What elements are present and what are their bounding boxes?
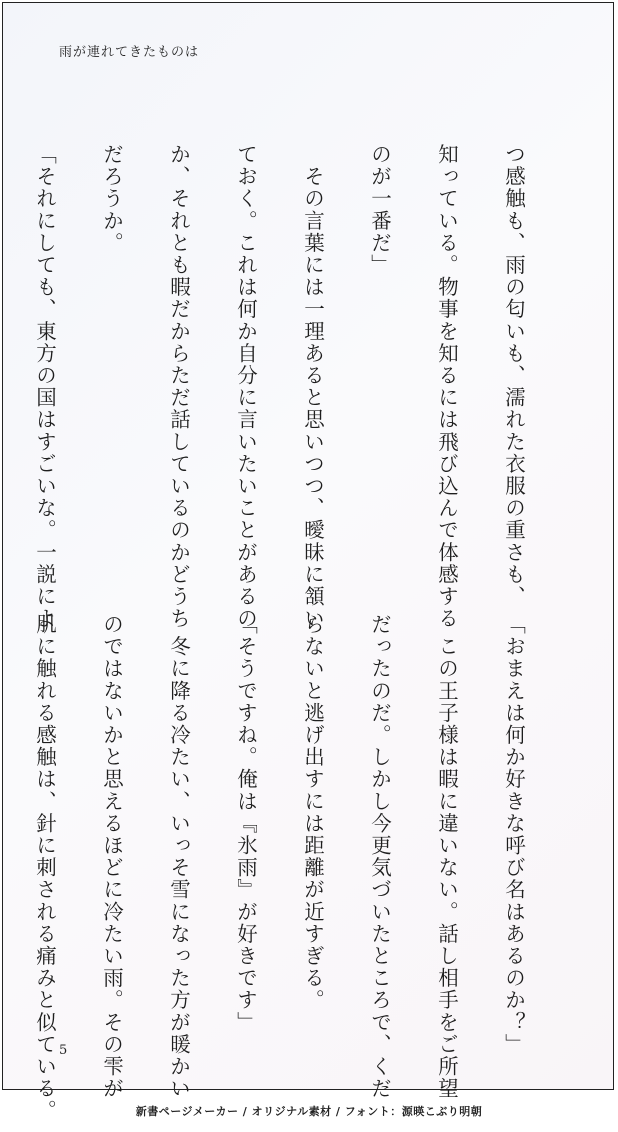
text-line: 「そうですね。俺は『氷雨』が好きです」 (233, 613, 258, 1034)
text-line: だろうか。 (99, 143, 124, 254)
text-line: らないと逃げ出すには距離が近すぎる。 (300, 613, 325, 1012)
text-line: つ感触も、雨の匂いも、濡れた衣服の重さも、 (501, 143, 526, 608)
text-line: 肌に触れる感触は、針に刺される痛みと似ている。 (32, 613, 57, 1122)
text-line: ておく。これは何か自分に言いたいことがあるの (233, 143, 258, 630)
upper-text-block (0, 111, 563, 630)
text-line: 「それにしても、東方の国はすごいな。一説によ (32, 143, 57, 630)
text-line: 「おまえは何か好きな呼び名はあるのか？」 (501, 613, 526, 1056)
credit-line: 新書ページメーカー / オリジナル素材 / フォント：源暎こぶり明朝 (135, 1105, 483, 1118)
running-title: 雨が連れてきたものは (59, 45, 200, 60)
text-line: この王子様は暇に違いない。話し相手をご所望 (434, 613, 459, 1100)
text-line: のではないかと思えるほどに冷たい雨。その雫が (99, 613, 124, 1100)
text-line: その言葉には一理あると思いつつ、曖昧に頷い (300, 143, 325, 630)
text-line: のが一番だ」 (367, 143, 392, 277)
text-line: か、それとも暇だからただ話しているのかどうち (166, 143, 191, 630)
page-number: 5 (59, 1043, 68, 1058)
text-line: 冬に降る冷たい、いっそ雪になった方が暖かい (166, 613, 191, 1100)
text-line: 知っている。物事を知るには飛び込んで体感する (434, 143, 459, 630)
text-line: だったのだ。しかし今更気づいたところで、くだ (367, 613, 392, 1100)
